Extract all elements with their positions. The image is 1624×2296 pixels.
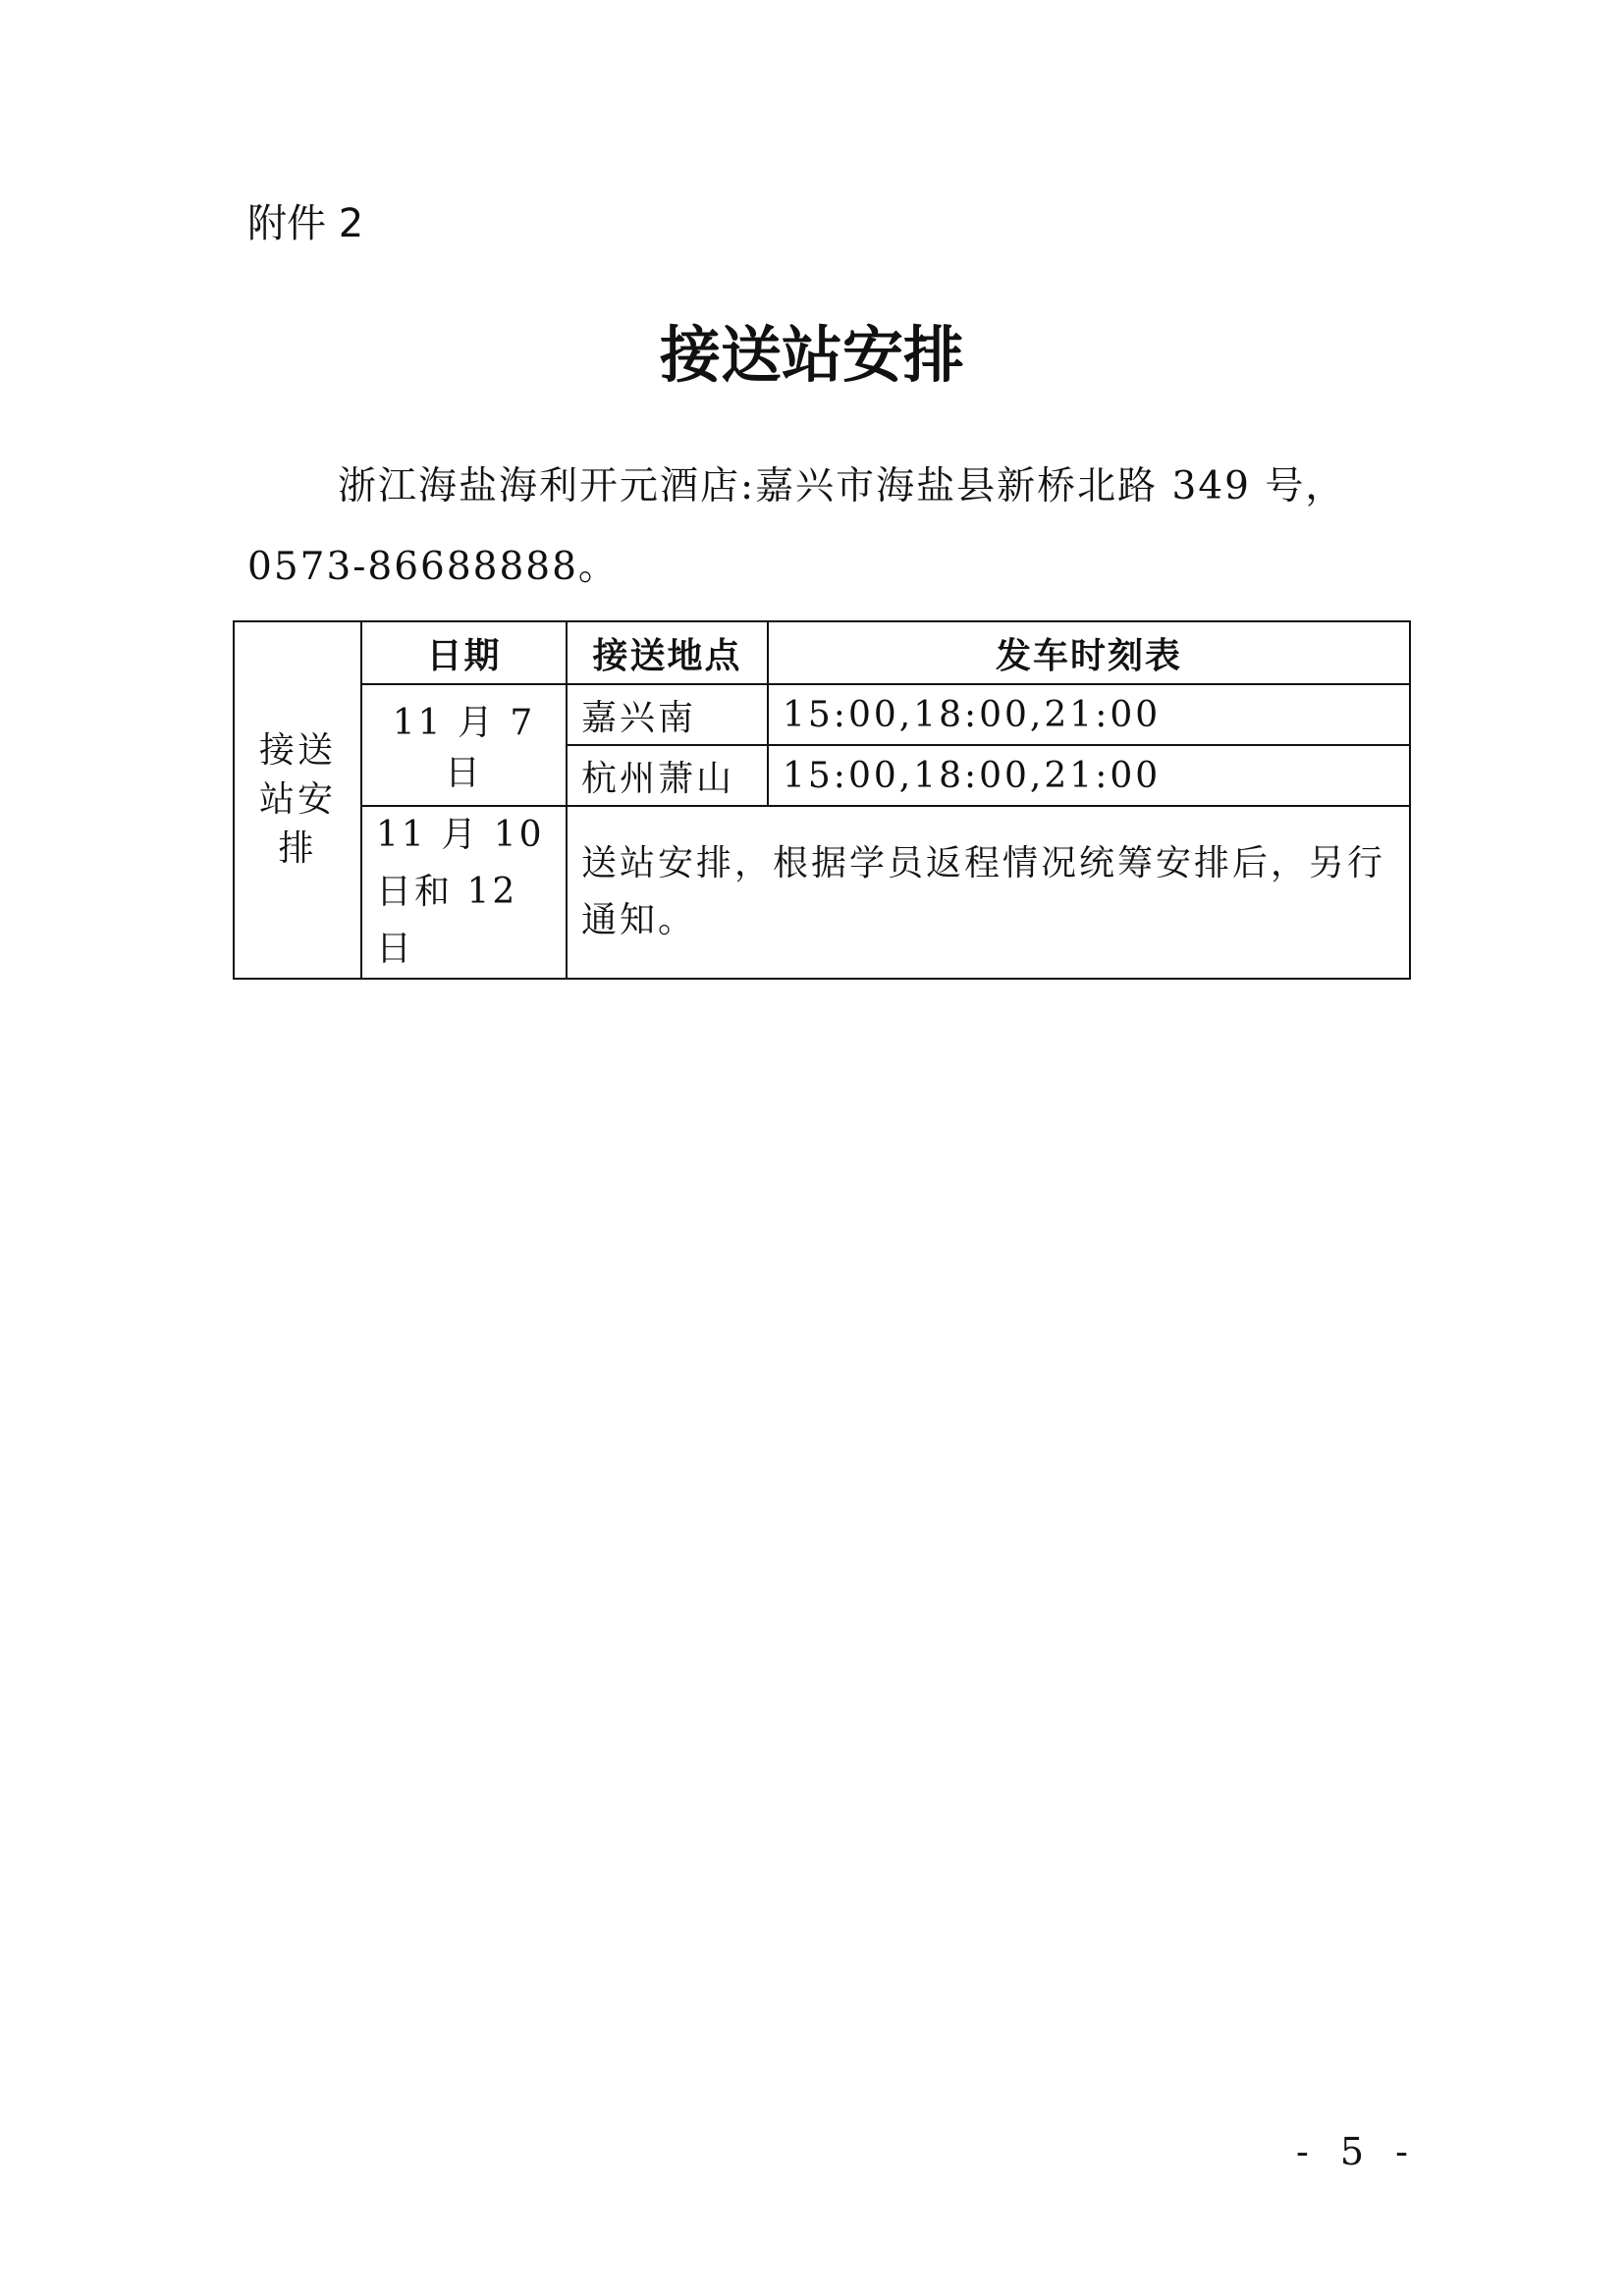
- table-header-row: [234, 621, 1410, 684]
- attachment-label: 附件 2: [247, 201, 364, 246]
- table-row: [234, 684, 1410, 745]
- timetable-cell: 15:00,18:00,21:00: [768, 745, 1410, 806]
- date-cell: 11 月 10 日和 12 日: [361, 806, 567, 979]
- timetable-cell: 15:00,18:00,21:00: [768, 684, 1410, 745]
- table-side-label: 接送站安排: [234, 621, 361, 979]
- page-number: - 5 -: [1296, 2130, 1419, 2173]
- location-cell: 嘉兴南: [567, 684, 768, 745]
- document-title: 接送站安排: [659, 319, 964, 391]
- note-cell: 送站安排，根据学员返程情况统筹安排后，另行通知。: [567, 806, 1410, 979]
- hotel-address-paragraph: 浙江海盐海利开元酒店:嘉兴市海盐县新桥北路 349 号，0573-86688888。: [247, 464, 1346, 589]
- header-date: 日期: [361, 621, 567, 684]
- table-row: [234, 806, 1410, 979]
- shuttle-schedule-table: [233, 620, 1411, 980]
- location-cell: 杭州萧山: [567, 745, 768, 806]
- header-location: 接送地点: [567, 621, 768, 684]
- header-timetable: 发车时刻表: [768, 621, 1410, 684]
- date-cell: 11 月 7 日: [361, 684, 567, 806]
